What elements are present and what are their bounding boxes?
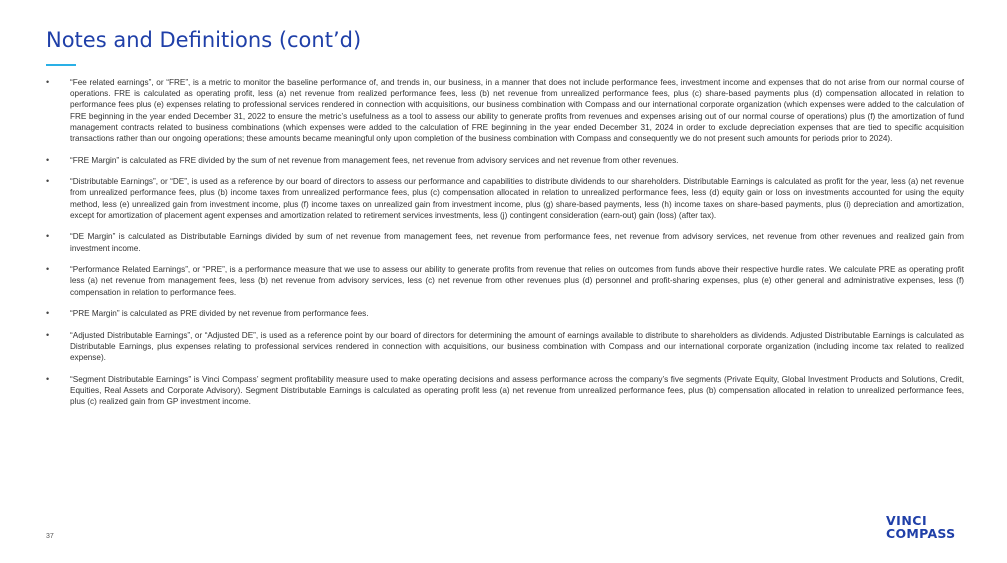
bullet-icon: • bbox=[46, 176, 50, 187]
bullet-icon: • bbox=[46, 154, 50, 165]
bullet-icon: • bbox=[46, 231, 50, 242]
note-pre-margin bbox=[46, 308, 964, 319]
note-de-margin bbox=[46, 231, 964, 253]
bullet-icon: • bbox=[46, 329, 50, 340]
note-fre bbox=[46, 77, 964, 144]
note-text: “DE Margin” is calculated as Distributable Earnings divided by sum of net revenue from management fees, net revenue from performance fees, net revenue from advisory services, net revenue from other revenues and realized gain from investment income. bbox=[70, 232, 964, 253]
bullet-icon: • bbox=[46, 373, 50, 384]
note-pre bbox=[46, 264, 964, 298]
logo-line-1: VINCI bbox=[886, 513, 928, 528]
note-text: “Adjusted Distributable Earnings”, or “Adjusted DE”, is used as a reference point by our board of directors for determining the amount of earnings available to distribute to shareholders as dividends. Adjusted Distributable Earnings is calculated as Distributable Earnings, plus expenses relating to professional services rendered in connection with acquisitions, our business combination with Compass and our international corporate organization (including income tax related to realized expense). bbox=[70, 330, 964, 363]
note-text: “Fee related earnings”, or “FRE”, is a metric to monitor the baseline performance of, and trends in, our business, in a manner that does not include performance fees, investment income and expenses that do not arise from our normal course of operations. FRE is calculated as operating profit, less (a) net revenue from realized performance fees, less (b) net revenue from unrealized performance fees, plus (c) share-based payments plus (d) compensation allocated in relation to performance fees plus (e) expenses relating to professional services rendered in connection with acquisitions, our business combination with Compass and our international corporate organization (which expenses were added to the calculation of FRE beginning in the year ended December 31, 2022 to ensure the metric’s usefulness as a tool to assess our ability to generate profits from revenues and expenses arising out of our normal course of operations) plus (f) the amortization of fund management contracts related to business combinations (which expenses were added to the calculation of FRE beginning in the year ended December 31, 2024 in order to exclude depreciation expenses that are tied to specific acquisition transactions rather than our ongoing operations; these amounts became meaningful only upon completion of the business combination with Compass and consequently we do not present such amounts for periods prior to 2024). bbox=[70, 78, 964, 144]
notes-list bbox=[46, 77, 964, 418]
title-accent-rule bbox=[46, 64, 76, 66]
note-fre-margin bbox=[46, 155, 964, 166]
note-text: “FRE Margin” is calculated as FRE divided by the sum of net revenue from management fees, net revenue from advisory services and net revenue from other revenues. bbox=[70, 155, 679, 165]
vinci-compass-logo bbox=[886, 514, 966, 540]
bullet-icon: • bbox=[46, 77, 50, 87]
note-text: “Segment Distributable Earnings” is Vinci Compass’ segment profitability measure used to make operating decisions and assess performance across the company’s five segments (Private Equity, Global Investment Products and Solutions, Credit, Equities, Real Assets and Corporate Advisory). Segment Distributable Earnings is calculated as operating profit less (a) net revenue from unrealized performance fees, plus (b) compensation allocated in relation to unrealized performance fees, plus (c) realized gain from GP investment income. bbox=[70, 374, 964, 407]
note-text: “Performance Related Earnings”, or “PRE”, is a performance measure that we use to assess our ability to generate profits from revenue that relies on outcomes from funds above their respective hurdle rates. We calculate PRE as operating profit less (a) net revenue from management fees, less (b) net revenue from advisory services, less (c) net revenue from other revenues plus (d) personnel and profit-sharing expenses, plus (e) other general and administrative expenses, less (f) compensation in relation to performance fees. bbox=[70, 265, 964, 297]
note-segment-de bbox=[46, 374, 964, 408]
page-title: Notes and Definitions (cont’d) bbox=[46, 28, 362, 52]
bullet-icon: • bbox=[46, 308, 50, 319]
note-text: “Distributable Earnings”, or “DE”, is used as a reference by our board of directors to assess our performance and capabilities to distribute dividends to our shareholders. Distributable Earnings is calculated as profit for the year, less (a) net revenue from unrealized performance fees, plus (b) income taxes from unrealized performance fees, plus (c) compensation allocated in relation to unrealized performance fees, less (d) equity gain or loss on investments accounted for using the equity method, less (e) unrealized gain from investment income, plus (f) income taxes on unrealized gain from investment income, plus (g) share-based payments, less (h) income taxes on share-based payments, plus (i) depreciation and amortization, except for amortization of placement agent expenses and amortization related to retirement services investments, less (j) contingent consideration (earn-out) gain (loss) (after tax). bbox=[70, 177, 964, 220]
logo-line-2: COMPASS bbox=[886, 526, 956, 541]
note-text: “PRE Margin” is calculated as PRE divided by net revenue from performance fees. bbox=[70, 309, 369, 319]
note-adjusted-de bbox=[46, 330, 964, 364]
note-distributable-earnings bbox=[46, 176, 964, 221]
bullet-icon: • bbox=[46, 264, 50, 275]
page-number: 37 bbox=[46, 533, 54, 540]
